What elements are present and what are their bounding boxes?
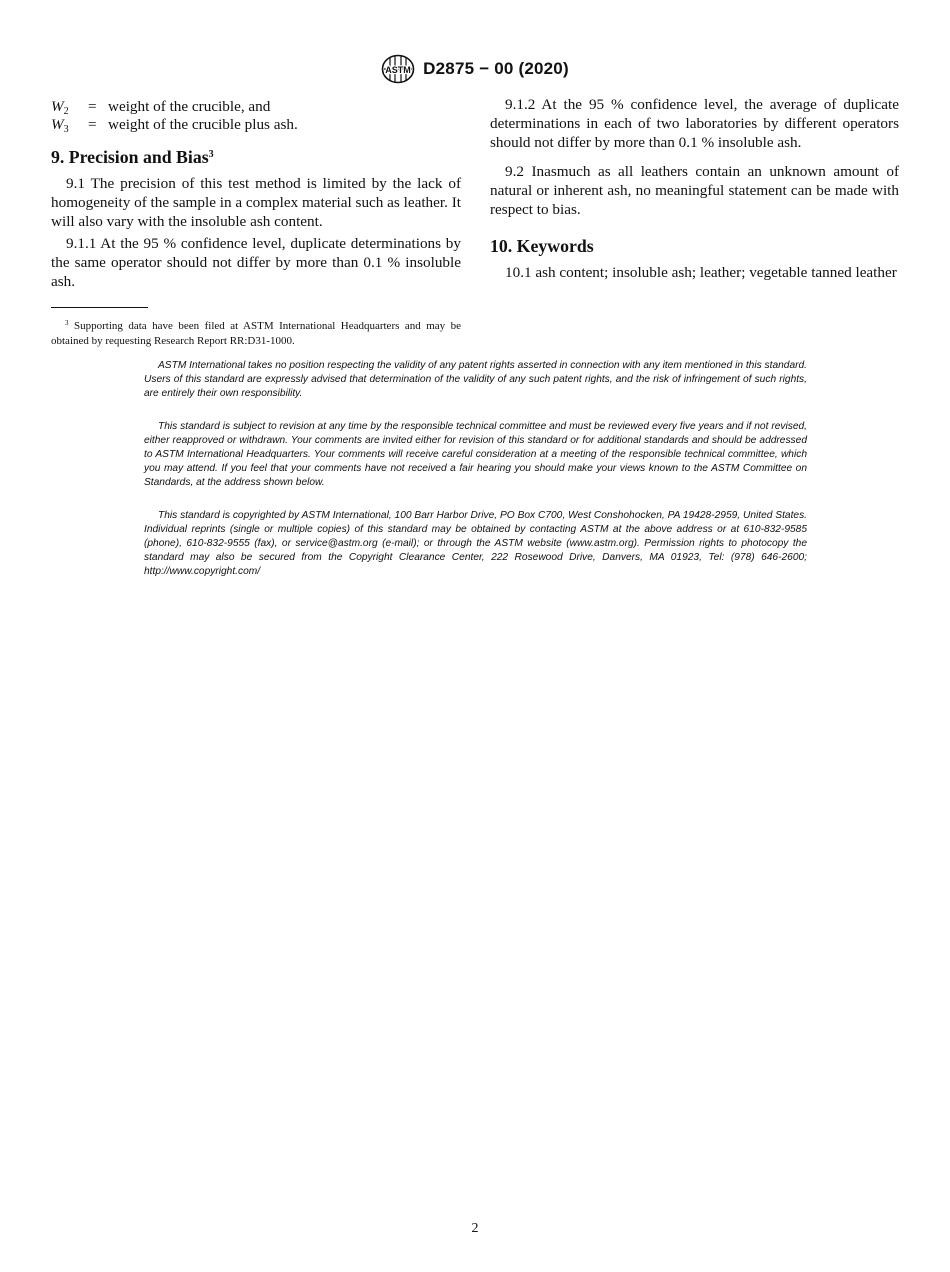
variable-definition-text: weight of the crucible, and <box>108 98 271 115</box>
variable-symbol: $W_3$ <box>51 115 69 135</box>
footnote-3 <box>51 316 461 349</box>
patent-notice: ASTM International takes no position respecting the validity of any patent rights asserted in connection with any item mentioned in this standard. Users of this standard are expressly advised that determination of the validity of any such patent rights, and the risk of infringement of such rights, are entirely their own responsibility. <box>144 360 807 399</box>
paragraph-10-1: 10.1 ash content; insoluble ash; leather; vegetable tanned leather <box>505 264 897 281</box>
footnote-divider <box>51 307 148 308</box>
astm-logo-icon <box>381 54 415 84</box>
footnote-marker: 3 <box>65 319 69 327</box>
equals-sign: = <box>88 115 97 133</box>
paragraph-9-1-1: 9.1.1 At the 95 % confidence level, duplicate determinations by the same operator should not differ by more than 0.1 % insoluble ash. <box>51 235 461 290</box>
copyright-notice: This standard is copyrighted by ASTM International, 100 Barr Harbor Drive, PO Box C700, West Conshohocken, PA 19428-2959, United States. Individual reprints (single or multiple copies) of this standard may be obtained by contacting ASTM at the above address or at 610-832-9585 (phone), 610-832-9555 (fax), or service@astm.org (e-mail); or through the ASTM website (www.astm.org). Permission rights to photocopy the standard may also be secured from the Copyright Clearance Center, 222 Rosewood Drive, Danvers, MA 01923, Tel: (978) 646-2600; http://www.copyright.com/ <box>144 510 807 577</box>
logo-lettering: ASTM <box>385 65 411 75</box>
right-column <box>490 95 899 282</box>
paragraph-9-2: 9.2 Inasmuch as all leathers contain an unknown amount of natural or inherent ash, no meaningful statement can be made with respect to bias. <box>490 163 899 218</box>
section-10-heading: 10. Keywords <box>490 236 594 256</box>
page-number: 2 <box>471 1221 479 1236</box>
standard-designation: D2875 − 00 (2020) <box>423 59 569 78</box>
equals-sign: = <box>88 98 97 115</box>
page-header <box>0 54 950 89</box>
paragraph-9-1: 9.1 The precision of this test method is limited by the lack of homogeneity of the sample in a complex material such as leather. It will also vary with the insoluble ash content. <box>51 175 461 230</box>
left-column <box>51 98 461 349</box>
variable-definition-text: weight of the crucible plus ash. <box>108 115 298 133</box>
revision-notice: This standard is subject to revision at any time by the responsible technical committee and must be reviewed every five years and if not revised, either reapproved or withdrawn. Your comments are invited either for revision of this standard or for additional standards and should be addressed to ASTM International Headquarters. Your comments will receive careful consideration at a meeting of the responsible technical committee, which you may attend. If you feel that your comments have not received a fair hearing you should make your views known to the ASTM Committee on Standards, at the address shown below. <box>144 421 807 488</box>
footnote-ref-3[interactable]: 3 <box>208 149 214 160</box>
footnote-text: Supporting data have been filed at ASTM International Headquarters and may be obtained by requesting Research Report RR:D31-1000. <box>51 320 462 347</box>
paragraph-9-1-2: 9.1.2 At the 95 % confidence level, the average of duplicate determinations in each of two laboratories by different operators should not differ by more than 0.1 % insoluble ash. <box>490 96 899 151</box>
variable-definition-w2 <box>51 98 461 116</box>
section-9-heading: 9. Precision and Bias$^3$ <box>51 147 214 167</box>
variable-definition-w3 <box>51 116 461 134</box>
astm-notices <box>144 359 807 598</box>
variable-symbol: $W_2$ <box>51 98 69 117</box>
